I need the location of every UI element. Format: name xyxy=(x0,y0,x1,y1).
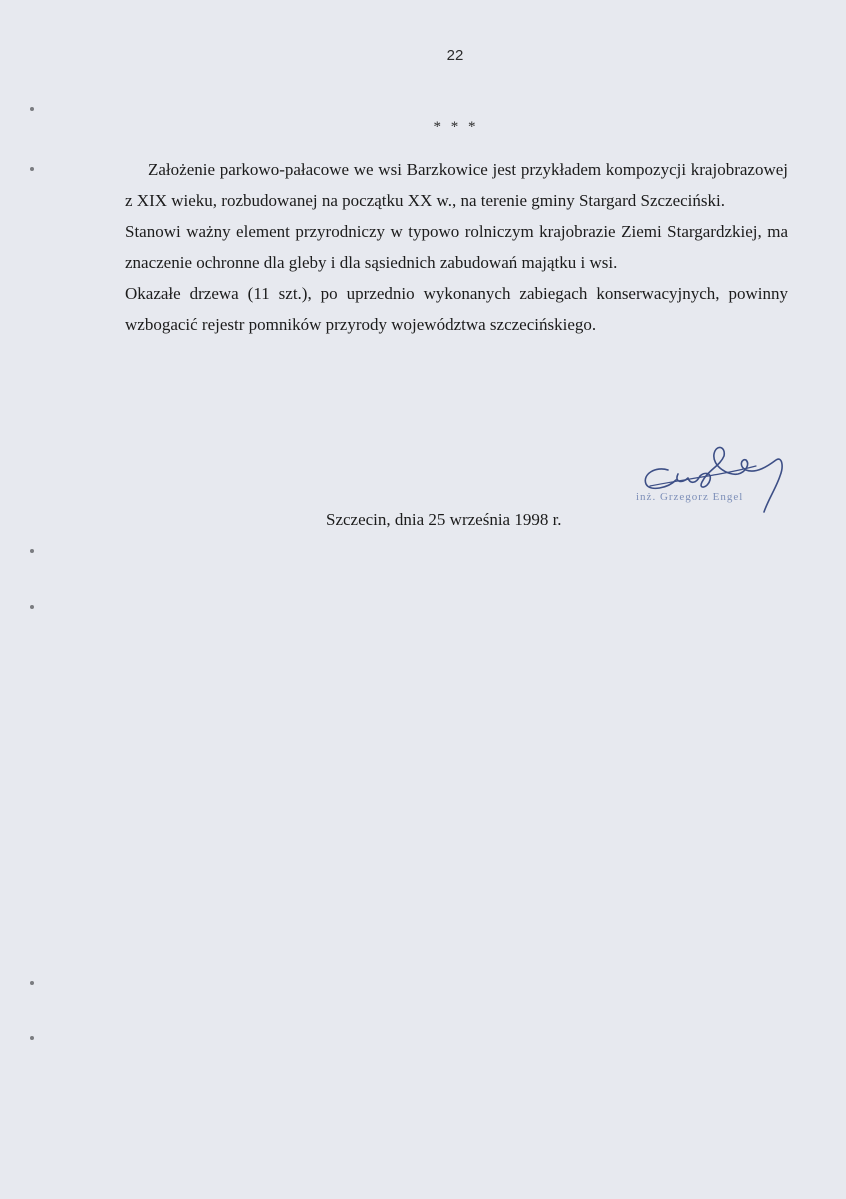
punch-hole-mark xyxy=(30,1036,34,1040)
paragraph-3: Okazałe drzewa (11 szt.), po uprzednio wykonanych zabiegach konserwacyjnych, powinny wzbogacić rejestr pomników przyrody województwa szczecińskiego. xyxy=(125,284,788,334)
paragraph-2: Stanowi ważny element przyrodniczy w typowo rolniczym krajobrazie Ziemi Stargardzkiej, ma znaczenie ochronne dla gleby i dla sąsiednich zabudowań majątku i wsi. xyxy=(125,222,788,272)
place-and-date: Szczecin, dnia 25 września 1998 r. xyxy=(326,510,562,529)
body-text xyxy=(125,154,788,340)
page-number: 22 xyxy=(446,47,464,64)
punch-hole-mark xyxy=(30,549,34,553)
paragraph-1: Założenie parkowo-pałacowe we wsi Barzkowice jest przykładem kompozycji krajobrazowej z XIX wieku, rozbudowanej na początku XX w., na terenie gminy Stargard Szczeciński. xyxy=(125,160,788,210)
punch-hole-mark xyxy=(30,107,34,111)
section-separator: * * * xyxy=(433,119,479,135)
punch-hole-mark xyxy=(30,167,34,171)
name-stamp: inż. Grzegorz Engel xyxy=(636,491,744,503)
handwritten-signature xyxy=(628,436,790,516)
punch-hole-mark xyxy=(30,605,34,609)
punch-hole-mark xyxy=(30,981,34,985)
